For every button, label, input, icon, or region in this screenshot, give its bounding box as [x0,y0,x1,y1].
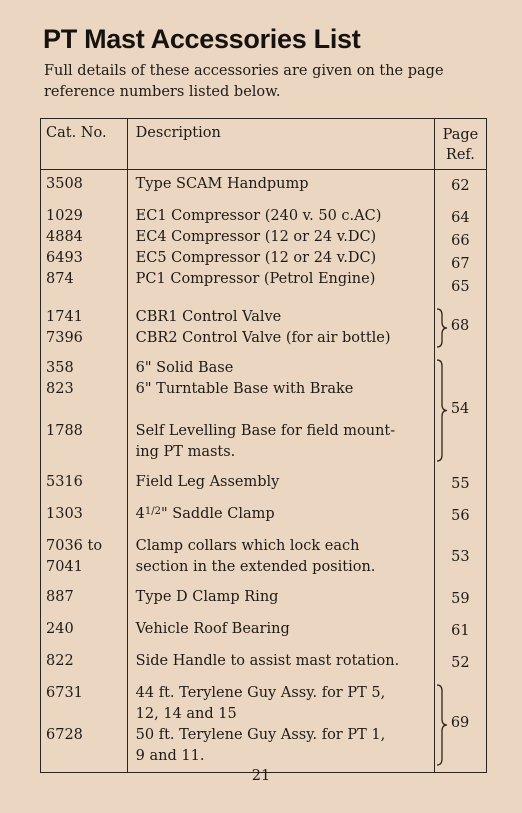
cat-no-lines [46,358,127,442]
description-lines [136,358,434,463]
page-ref-lines [435,621,486,642]
table-row [41,170,487,203]
description: EC4 Compressor (12 or 24 v.DC) [135,229,377,245]
description-cell [127,354,434,468]
cat-no-lines [46,206,127,290]
cat-no: 240 [46,621,74,637]
cat-no-lines [46,307,127,349]
brace-group [435,307,486,349]
page-ref-lines [435,176,486,197]
cat-no-cell [41,468,128,500]
table-row [41,468,487,500]
cat-no: 7041 [46,559,83,575]
description-lines [136,206,434,290]
description-cell [127,468,434,500]
description: Self Levelling Base for field mount- [135,423,396,439]
header-ref-line: Ref. [445,147,475,163]
description-cell [127,532,434,583]
cat-no-cell [41,202,128,303]
page-ref-cell [434,615,486,647]
cat-no-lines [46,651,127,672]
cat-no: 6493 [46,250,83,266]
cat-no [46,704,127,725]
cat-no-lines [46,504,127,525]
page-ref: 62 [451,178,470,194]
header-page-ref [434,119,486,170]
cat-no: 6731 [46,685,83,701]
page-ref: 64 [451,210,470,226]
cat-no-cell [41,679,128,773]
table-row [41,679,487,773]
description: Field Leg Assembly [135,474,280,490]
cat-no-lines [46,587,127,608]
page-ref-cell [434,647,486,679]
page-ref: 53 [451,549,470,565]
table-header-row [41,119,487,170]
description-cell [127,679,434,773]
brace-icon [435,358,449,463]
description: 9 and 11. [135,748,205,764]
description-cell [127,647,434,679]
description-lines [136,307,434,349]
page-title: PT Mast Accessories List [43,24,361,54]
table-row [41,532,487,583]
page-ref: 66 [451,233,470,249]
description: 50 ft. Terylene Guy Assy. for PT 1, [135,727,386,743]
page-ref-cell [434,583,486,615]
table-row [41,202,487,303]
cat-no-lines [46,619,127,640]
cat-no-cell [41,532,128,583]
description-lines [136,504,434,525]
brace-group [435,683,486,767]
description: Type D Clamp Ring [135,589,279,605]
page-ref-cell [434,679,486,773]
page-ref-cell [434,202,486,303]
table-row [41,615,487,647]
description-lines [136,174,434,195]
brace-icon [435,683,449,767]
description [136,400,434,421]
cat-no-lines [46,174,127,195]
brace-icon [435,307,449,349]
description: $4^{1/2}$" Saddle Clamp [135,506,275,522]
page-ref: 55 [451,476,470,492]
description-lines [136,619,434,640]
description: 44 ft. Terylene Guy Assy. for PT 5, [135,685,386,701]
cat-no: 3508 [46,176,83,192]
cat-no-cell [41,303,128,354]
page-ref: 59 [451,591,470,607]
description-lines [136,472,434,493]
page-ref: 52 [451,655,470,671]
description: 12, 14 and 15 [135,706,237,722]
page-ref: 69 [450,715,470,731]
page-ref-cell [434,532,486,583]
description: Clamp collars which lock each [135,538,360,554]
cat-no-lines [46,536,127,578]
page-ref-lines [435,506,486,527]
accessories-table [40,118,487,773]
cat-no: 5316 [46,474,83,490]
description-cell [127,583,434,615]
intro-text [44,61,504,103]
description-cell [127,202,434,303]
cat-no [46,400,127,421]
cat-no-cell [41,500,128,532]
table-row [41,647,487,679]
page-ref-cell [434,468,486,500]
table-body [41,170,487,773]
cat-no: 1303 [46,506,83,522]
description: Side Handle to assist mast rotation. [135,653,400,669]
page-ref: 67 [451,256,470,272]
table-row [41,303,487,354]
cat-no-cell [41,354,128,468]
page-ref-lines [435,474,486,495]
description: Type SCAM Handpump [135,176,309,192]
table-row [41,500,487,532]
cat-no: 822 [46,653,74,669]
description: CBR2 Control Valve (for air bottle) [135,330,391,346]
description-lines [136,683,434,767]
description: Vehicle Roof Bearing [135,621,290,637]
cat-no-cell [41,647,128,679]
cat-no: 4884 [46,229,83,245]
brace-group [435,358,486,463]
page-ref-cell [434,500,486,532]
page-ref: 68 [450,318,470,334]
header-cat-no: Cat. No. [41,119,128,170]
cat-no-cell [41,583,128,615]
page-ref-cell [434,354,486,468]
cat-no: 1788 [46,423,83,439]
description-lines [136,651,434,672]
table-row [41,354,487,468]
cat-no-cell [41,170,128,203]
cat-no: 1029 [46,208,83,224]
description: section in the extended position. [135,559,376,575]
description: ing PT masts. [135,444,236,460]
description: EC5 Compressor (12 or 24 v.DC) [135,250,377,266]
cat-no: 7396 [46,330,83,346]
cat-no: 823 [46,381,74,397]
description-cell [127,615,434,647]
description-cell [127,500,434,532]
intro-line: reference numbers listed below. [44,84,281,100]
cat-no: 7036 to [46,538,103,554]
cat-no-lines [46,472,127,493]
page-ref-lines [435,589,486,610]
cat-no-cell [41,615,128,647]
page-ref-lines [435,653,486,674]
description: 6" Solid Base [135,360,234,376]
description-cell [127,303,434,354]
description-lines [136,536,434,578]
page-number: 21 [251,768,271,784]
fraction: 1/2 [144,506,161,517]
header-page-line: Page [442,127,479,143]
description: CBR1 Control Valve [135,309,282,325]
cat-no: 874 [46,271,74,287]
cat-no: 358 [46,360,74,376]
cat-no: 6728 [46,727,83,743]
description-lines [136,587,434,608]
table-row [41,583,487,615]
page-ref: 54 [450,400,470,417]
description: PC1 Compressor (Petrol Engine) [135,271,376,287]
cat-no: 1741 [46,309,83,325]
page-ref-cell [434,303,486,354]
cat-no-lines [46,683,127,746]
header-description: Description [127,119,434,170]
cat-no: 887 [46,589,74,605]
page-ref-lines [435,208,486,298]
page-ref-cell [434,170,486,203]
page-ref: 65 [451,279,470,295]
description: EC1 Compressor (240 v. 50 c.AC) [135,208,382,224]
page-ref: 56 [451,508,470,524]
intro-line: Full details of these accessories are given on the page [44,63,444,79]
page-ref: 61 [451,623,470,639]
description: 6" Turntable Base with Brake [135,381,354,397]
description-cell [127,170,434,203]
